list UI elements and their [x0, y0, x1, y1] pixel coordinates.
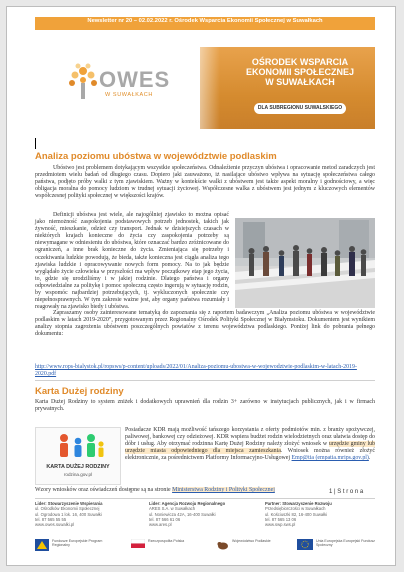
banner-badge: DLA SUBREGIONU SUWALSKIEGO [254, 103, 346, 114]
footer-line: ul. Ośrodków Ekonomii Społecznej [35, 506, 100, 512]
owes-tree-logo-icon [67, 61, 99, 101]
footer-line: ul. Noniewicza 42A, 16-400 Suwałki [149, 511, 216, 517]
footer-line: tel. 87 566 61 06 [149, 516, 181, 522]
article-heading-kdr: Karta Dużej rodziny [35, 386, 124, 397]
eu-logo [297, 539, 375, 550]
kdr-logo [35, 427, 121, 485]
banner-title [230, 57, 370, 87]
footer-line: ul. Kościuszki 82, 16-400 Suwałki [265, 511, 328, 517]
bison-icon [217, 539, 229, 551]
footer-column-lider [35, 501, 143, 527]
footer-line: Lider: Agencja Rozwoju Regionalnego [149, 501, 226, 506]
footer-line: ul. Ogrodowa 1 lok. 16, 400 Suwałki [35, 511, 102, 517]
eu-funds-icon [35, 539, 49, 551]
ministry-link[interactable]: Ministerstwa Rodziny i Polityki Społecznej [172, 487, 275, 493]
section-divider [35, 380, 375, 381]
footer-column-partner [265, 501, 375, 527]
banner-title-line: EKONOMII SPOŁECZNEJ [245, 67, 354, 77]
newsletter-header [35, 17, 375, 30]
paragraph-text: . [368, 455, 371, 462]
footer-line: www.ares.pl [149, 522, 172, 528]
family-icon [36, 428, 120, 462]
footer-line: Przedsiębiorczości w Suwałkach [265, 506, 326, 512]
footer-contacts [35, 501, 375, 533]
banner-title-line: W SUWAŁKACH [265, 77, 335, 87]
footer-line: www.swp.sws.pl [265, 522, 296, 528]
owes-banner [35, 47, 375, 129]
footer-line: tel. 87 565 55 55 [35, 516, 67, 522]
paragraph-text: Wzory wniosków oraz oświadczeń dostępne są na stronie [35, 487, 173, 493]
podlaskie-logo [217, 539, 281, 551]
article-paragraph: Ubóstwo jest problemem dotykającym wszystkie społeczeństwa. Odnaleźienie przyczyn ubóstwa i opracowanie metod zaradczych jest przedmiotem wielu badań od długiego czasu. Dopiero jaki zauważono, iż nasilające ubóstwo wpływa na sytuację społeczeństwa całego państwa, podjęto próby walki z tym zjawiskiem. Ważny w kontekście walki z ubóstwem jest także aspekt moralny i godnościowy, a więc obligacja moralna do pomocy ludziom w trudnej sytuacji życiowej. Współczesne walka z ubóstwem jest jednym z kluczowych elementów współczesnej polityki społecznej w większości krajów. [35, 165, 375, 200]
page-number: 1 | S t r o n a [329, 489, 364, 495]
eu-funds-logo [35, 539, 105, 551]
article-paragraph: Definicji ubóstwa jest wiele, ale najogólniej zjawisko to można opisać jako niemożność zaspokojenia podstawowych potrzeb jednostek, takich jak żywność, mieszkanie, odzież czy transport. Jednak w dzisiejszych czasach w niektórych krajach konieczne do życia czy zaspokojenia potrzeby są niewymagane w odniesieniu do ubóstwa, które oznaczać bardzo zróżnicowane do ograniczeń, a inne brak konieczne do życia. Zmieniająca się potrzeby i oczekiwania ludzkie powodują, że bieda, także konieczna jest ciągła analiza tego zjawiska ludzkie i opracowywanie nowych form pomocy. Na to jak będzie wyglądało życie człowieka w przyszłości ma wpływ początkowy etap jego życia, to, gdzie się urodziliśmy i w jakiej rodzinie. Dlatego państwa i organy odpowiedzialne za politykę i pomoc społeczną często ingerują w sytuację rodzin, by wspomóc najbardziej potrzebujących, tj. wykluczonych społecznie czy niepełnosprawnych. W tym zakresie ważne jest, aby organy państwa rozumiały i reagowały na zjawisko biedy i ubóstwa. [35, 212, 229, 311]
poland-flag-icon [131, 539, 145, 548]
photo-image-icon [235, 218, 375, 308]
footer-line: www.owes.suwalki.pl [35, 522, 75, 528]
article-paragraph [125, 427, 375, 462]
newsletter-page [6, 6, 396, 566]
article-paragraph: Zapraszamy osoby zainteresowane tematyką do zapoznania się z raportem badawczym „Analiza poziomu ubóstwa w województwie podlaskim w latach 2019-2020”, przygotowanym przez Regionalny Ośrodek Polityki Społecznej w Białymstoku. Dokumentem jest wynikiem analizy stopnia zagrożenia ubóstwem poszczególnych powiatów z terenu województwa podlaskiego. Poniżej link do pobrania pełnego dokumentu: [35, 310, 375, 338]
report-download-link[interactable]: http://www.rops-bialystok.pl/ropsws/p-content/uploads/2022/01/Analiza-poziomu-ubostwa-w-wojewodztwie-podlaskim-w-latach-2019-2020.pdf [35, 364, 357, 378]
footer-divider [35, 498, 375, 499]
paragraph-text: Posiadacze KDR mają możliwość tańszego korzystania z oferty podmiotów min. z branży spożywczej, paliwowej, bankowej czy odzieżowej. KDR wspiera budżet rodzin wielodzietnych oraz ułatwia dostęp do dóbr i usług. Aby otrzymać rodzinna Kartę Dużej Rodziny należy złożyć wniosek w [125, 427, 375, 448]
eu-funding-logos [35, 539, 375, 561]
poland-logo [131, 539, 191, 548]
footer-line: tel. 87 565 13 06 [265, 516, 297, 522]
newsletter-header-text: Newsletter nr 20 – 02.02.2022 r. Ośrodek Wsparcia Ekonomii Społecznej w Suwałkach [87, 18, 323, 24]
empatia-link[interactable]: Emp@tia (empatia.mrips.gov.pl) [291, 455, 369, 462]
owes-subtitle: W SUWAŁKACH [105, 92, 153, 98]
footer-column-ares [149, 501, 257, 527]
article-paragraph [35, 487, 375, 494]
logo-label: Unia Europejska Europejski Fundusz Społeczny [316, 539, 375, 548]
owes-wordmark: OWES [99, 67, 171, 92]
kdr-logo-caption: KARTA DUŻEJ RODZINY [46, 464, 110, 470]
banner-title-area [200, 47, 375, 129]
logo-label: Fundusze Europejskie Program Regionalny [52, 539, 103, 548]
article-heading-poverty: Analiza poziomu ubóstwa w województwie podlaskim [35, 151, 277, 162]
banner-title-line: OŚRODEK WSPARCIA [251, 57, 349, 67]
eu-flag-icon [297, 539, 313, 550]
logo-label: Województwo Podlaskie [232, 539, 271, 543]
footer-line: Partner: Stowarzyszenie Rozwoju [265, 501, 332, 506]
kdr-logo-url: rodzina.gov.pl [63, 472, 93, 477]
article-paragraph: Karta Dużej Rodziny to system zniżek i dodatkowych uprawnień dla rodzin 3+ zarówno w instytucjach publicznych, jak i w firmach prywatnych. [35, 399, 375, 413]
highlighted-text: urzędzie gminy lub urzędzie miasta odpowiedniego dla miejsca zamieszkania [125, 441, 375, 455]
logo-label: Rzeczpospolita Polska [148, 539, 185, 543]
text-cursor [35, 138, 36, 149]
footer-line: ARES S.A. w Suwałkach [149, 506, 196, 512]
paragraph-text: . Wniosek można również złożyć elektronicznie, za pośrednictwem Platformy Informacyjno-Usługowej [125, 448, 375, 462]
street-crowd-photo [235, 218, 375, 308]
footer-line: Lider: Stowarzyszenie Wspierania [35, 501, 103, 506]
